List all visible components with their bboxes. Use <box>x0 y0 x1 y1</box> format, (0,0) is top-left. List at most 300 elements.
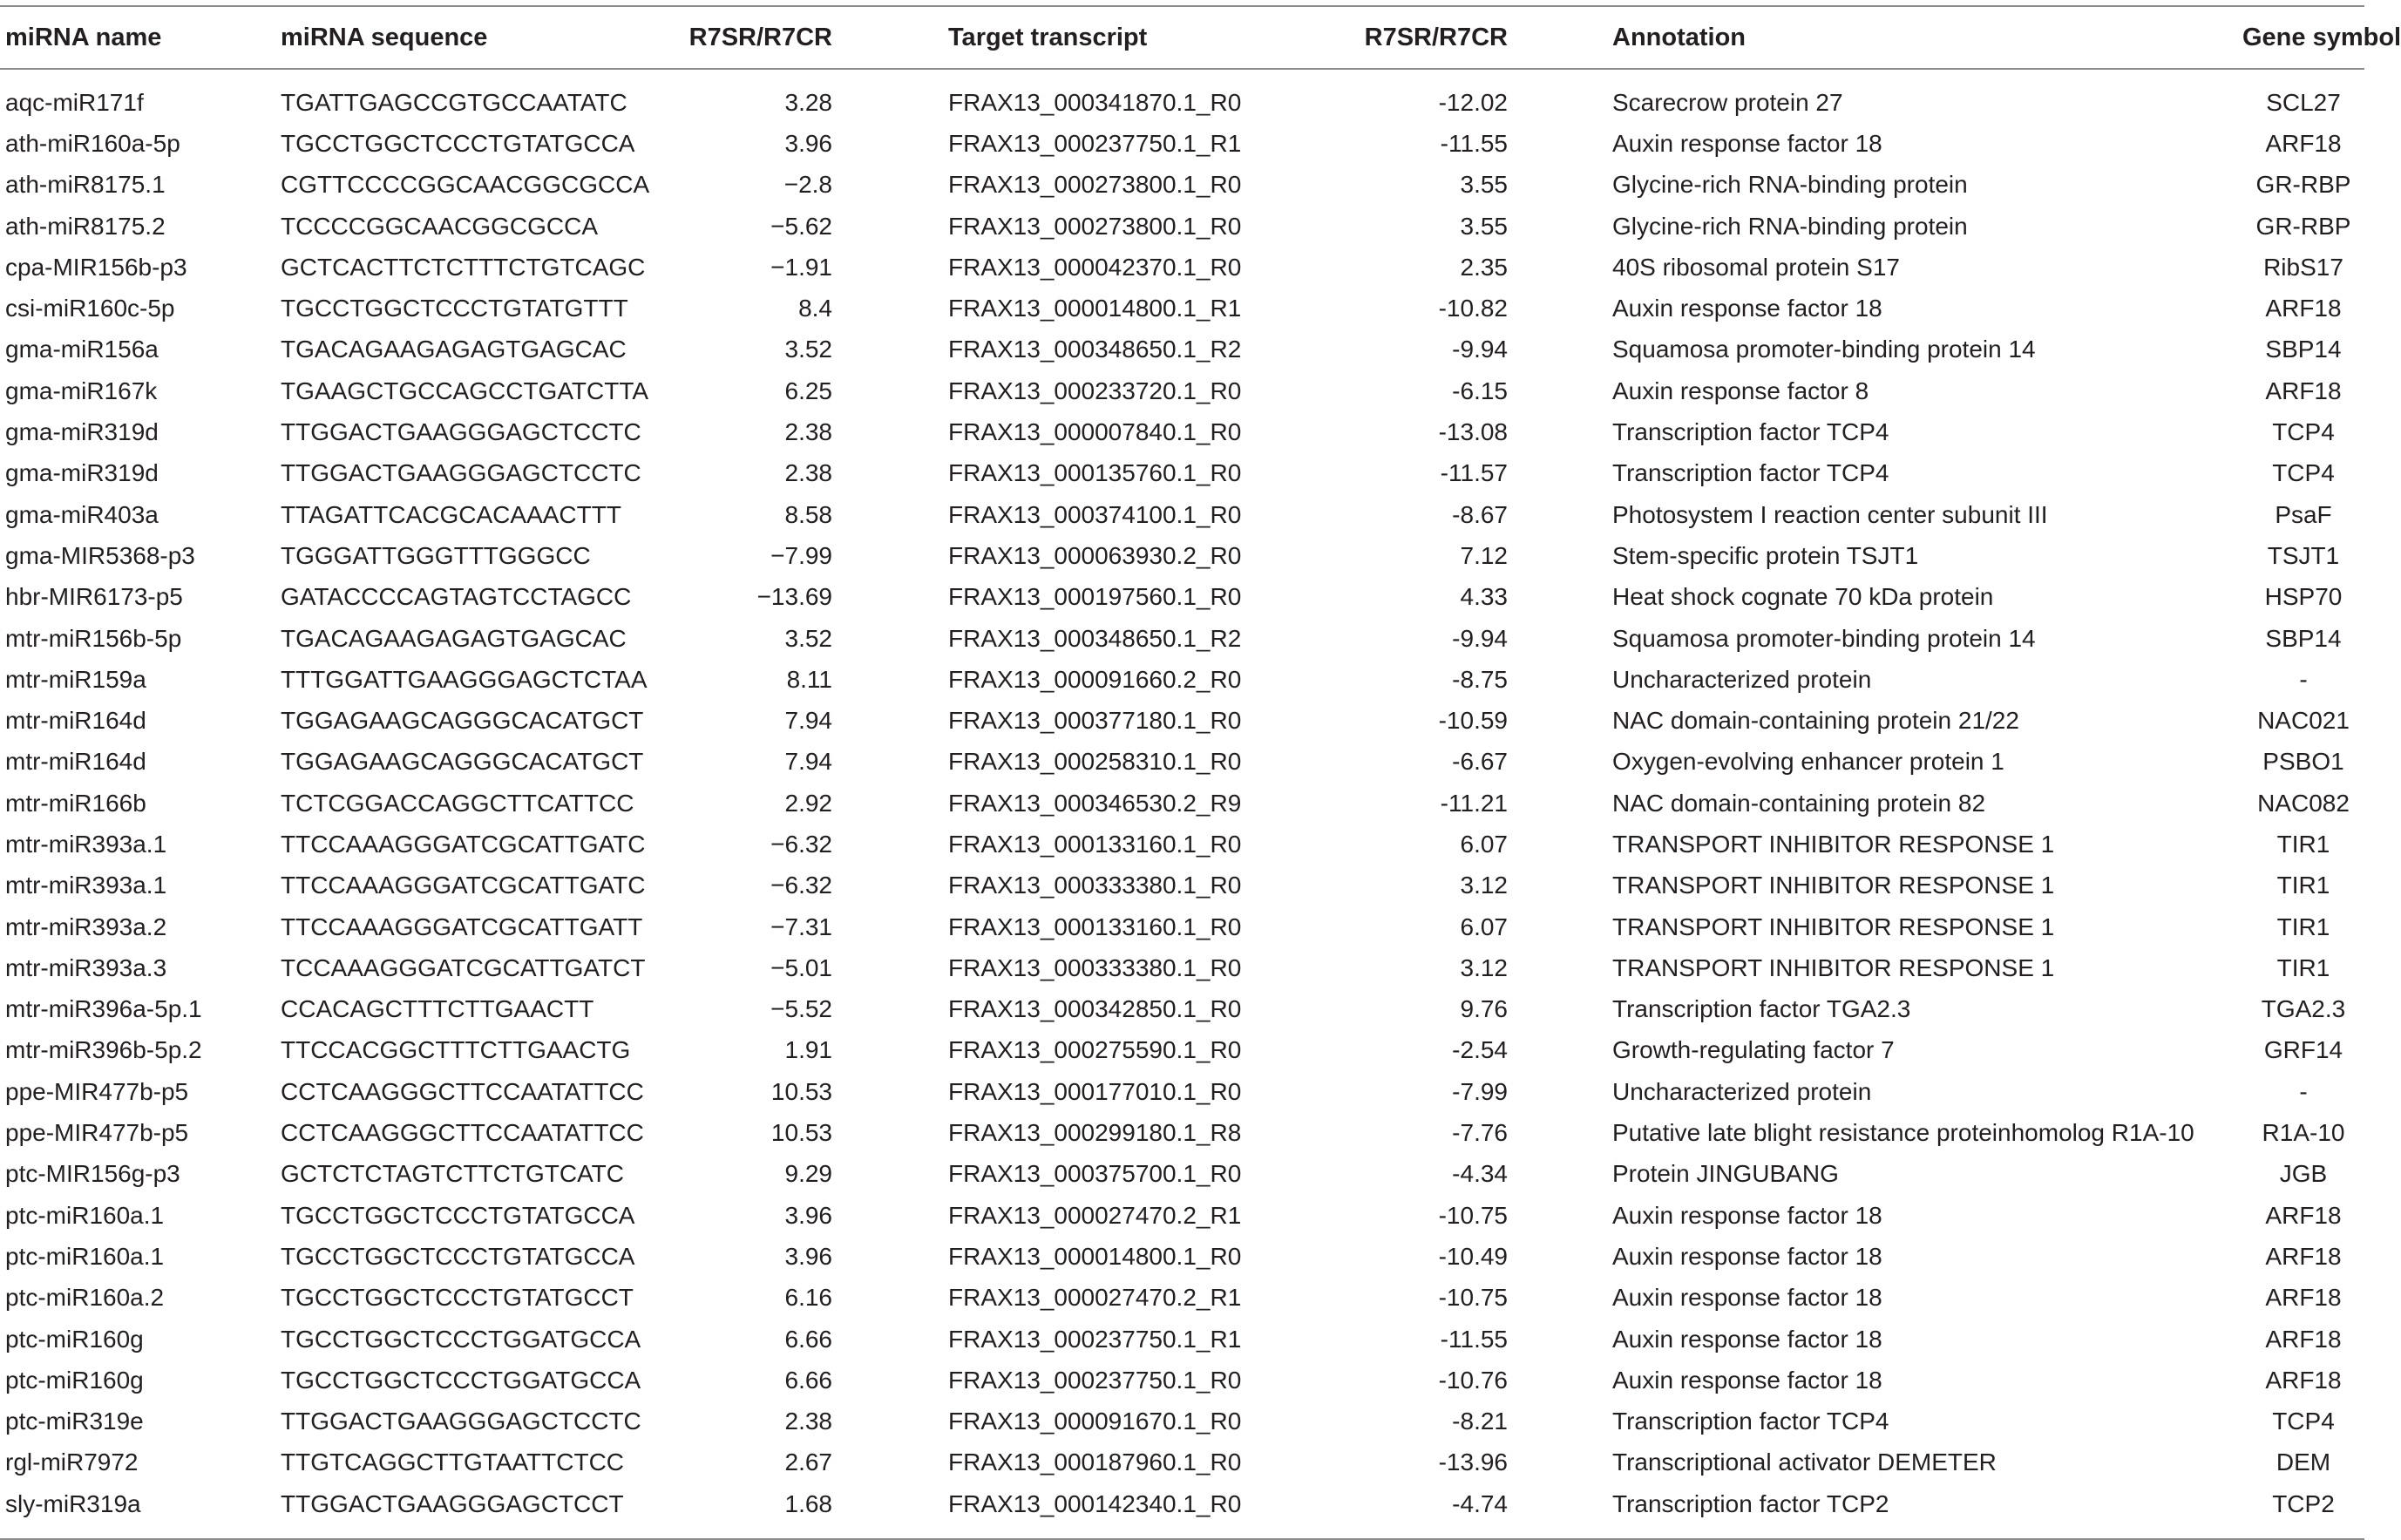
cell-target-transcript: FRAX13_000258310.1_R0 <box>948 748 1242 776</box>
cell-spacer <box>1508 535 1612 576</box>
cell-mirna-sequence: TGATTGAGCCGTGCCAATATC <box>281 88 627 116</box>
cell-mirna-sequence: TTGGACTGAAGGGAGCTCCT <box>281 1483 647 1539</box>
cell-spacer <box>1508 494 1612 535</box>
cell-gene-symbol: TIR1 <box>2276 912 2330 940</box>
cell-ratio-mirna: −6.32 <box>770 830 832 858</box>
table-row <box>0 370 2364 411</box>
cell-mirna-sequence: TTCCAAAGGGATCGCATTGATT <box>281 912 643 940</box>
cell-ratio-target: -6.67 <box>1452 748 1508 776</box>
cell-mirna-sequence: TCTCGGACCAGGCTTCATTCC <box>281 789 634 817</box>
cell-spacer <box>1508 1442 1612 1483</box>
cell-spacer <box>1508 206 1612 247</box>
cell-spacer <box>832 1030 948 1071</box>
cell-ratio-target: 3.55 <box>1460 212 1508 240</box>
cell-gene-symbol: TCP2 <box>2242 1483 2364 1539</box>
cell-spacer <box>1508 1236 1612 1277</box>
cell-target-transcript: FRAX13_000237750.1_R1 <box>948 129 1242 157</box>
cell-target-transcript: FRAX13_000273800.1_R0 <box>948 212 1242 240</box>
cell-mirna-sequence: CCTCAAGGGCTTCCAATATTCC <box>281 1077 644 1105</box>
cell-annotation: Protein JINGUBANG <box>1612 1160 1839 1188</box>
cell-mirna-sequence: CGTTCCCCGGCAACGGCGCCA <box>281 171 650 199</box>
cell-ratio-target: -10.75 <box>1438 1284 1508 1312</box>
cell-ratio-mirna: 8.4 <box>798 295 832 322</box>
cell-target-transcript: FRAX13_000275590.1_R0 <box>948 1036 1242 1064</box>
header-row <box>0 6 2364 69</box>
cell-target-transcript: FRAX13_000135760.1_R0 <box>948 459 1242 487</box>
table-row <box>0 865 2364 906</box>
cell-mirna-name: gma-miR156a <box>5 336 159 363</box>
cell-mirna-sequence: TTGGACTGAAGGGAGCTCCTC <box>281 418 641 446</box>
cell-annotation: Photosystem I reaction center subunit III <box>1612 500 2048 528</box>
cell-spacer <box>832 370 948 411</box>
cell-gene-symbol: PSBO1 <box>2262 748 2344 776</box>
cell-mirna-sequence: GATACCCCAGTAGTCCTAGCC <box>281 583 632 611</box>
cell-spacer <box>1508 659 1612 700</box>
cell-ratio-mirna: 2.38 <box>784 1408 832 1435</box>
cell-ratio-mirna: −13.69 <box>756 583 832 611</box>
cell-target-transcript: FRAX13_000333380.1_R0 <box>948 953 1242 981</box>
cell-gene-symbol: ARF18 <box>2265 1366 2342 1394</box>
cell-ratio-target: -13.08 <box>1438 418 1508 446</box>
table-row <box>0 1483 2364 1539</box>
cell-mirna-sequence: TTGGACTGAAGGGAGCTCCTC <box>281 459 641 487</box>
cell-gene-symbol: R1A-10 <box>2262 1119 2345 1147</box>
cell-spacer <box>1508 1154 1612 1195</box>
cell-spacer <box>832 1112 948 1153</box>
cell-spacer <box>1508 411 1612 452</box>
cell-target-transcript: FRAX13_000063930.2_R0 <box>948 541 1242 569</box>
cell-spacer <box>832 1442 948 1483</box>
cell-mirna-name: mtr-miR164d <box>5 748 146 776</box>
header-mirna-sequence: miRNA sequence <box>281 6 647 69</box>
cell-target-transcript: FRAX13_000377180.1_R0 <box>948 707 1242 735</box>
cell-gene-symbol: ARF18 <box>2265 1201 2342 1229</box>
header-annotation: Annotation <box>1612 6 2242 69</box>
cell-gene-symbol: - <box>2299 1077 2308 1105</box>
cell-annotation: Scarecrow protein 27 <box>1612 88 1843 116</box>
cell-annotation: Glycine-rich RNA-binding protein <box>1612 212 1968 240</box>
table-row <box>0 535 2364 576</box>
cell-spacer <box>1508 989 1612 1030</box>
cell-spacer <box>832 1483 948 1539</box>
header-ratio-target: R7SR/R7CR <box>1253 6 1508 69</box>
cell-annotation: Transcription factor TCP4 <box>1612 1408 1889 1435</box>
cell-spacer <box>1508 247 1612 288</box>
cell-annotation: Heat shock cognate 70 kDa protein <box>1612 583 1994 611</box>
header-spacer <box>1508 6 1612 69</box>
cell-mirna-name: aqc-miR171f <box>5 88 144 116</box>
cell-gene-symbol: DEM <box>2276 1448 2331 1476</box>
cell-annotation: Auxin response factor 18 <box>1612 1201 1882 1229</box>
cell-spacer <box>1508 947 1612 988</box>
cell-mirna-name: ptc-miR160a.1 <box>5 1242 165 1270</box>
cell-spacer <box>1508 288 1612 329</box>
cell-spacer <box>832 1195 948 1236</box>
cell-ratio-target: -11.55 <box>1440 1325 1508 1353</box>
table-row <box>0 700 2364 741</box>
table-row <box>0 1401 2364 1442</box>
cell-spacer <box>832 453 948 494</box>
cell-ratio-mirna: −5.62 <box>770 212 832 240</box>
table-row <box>0 659 2364 700</box>
table-row <box>0 165 2364 206</box>
cell-spacer <box>832 288 948 329</box>
cell-gene-symbol: GRF14 <box>2263 1036 2343 1064</box>
cell-mirna-name: ptc-miR160a.1 <box>5 1201 165 1229</box>
cell-annotation: Auxin response factor 18 <box>1612 1242 1882 1270</box>
cell-ratio-target: -4.34 <box>1452 1160 1508 1188</box>
cell-annotation: Auxin response factor 18 <box>1612 1366 1882 1394</box>
cell-mirna-name: mtr-miR393a.3 <box>5 953 167 981</box>
cell-annotation: Oxygen-evolving enhancer protein 1 <box>1612 748 2004 776</box>
cell-mirna-name: rgl-miR7972 <box>5 1448 139 1476</box>
table-body <box>0 69 2364 1539</box>
cell-gene-symbol: TIR1 <box>2276 953 2330 981</box>
table-row <box>0 1154 2364 1195</box>
cell-spacer <box>832 329 948 370</box>
cell-mirna-sequence: CCACAGCTTTCTTGAACTT <box>281 995 594 1023</box>
cell-spacer <box>832 906 948 947</box>
table-row <box>0 742 2364 783</box>
cell-gene-symbol: TIR1 <box>2276 830 2330 858</box>
cell-mirna-sequence: TCCCCGGCAACGGCGCCA <box>281 212 599 240</box>
cell-gene-symbol: ARF18 <box>2265 1284 2342 1312</box>
cell-target-transcript: FRAX13_000348650.1_R2 <box>948 624 1242 652</box>
cell-ratio-target: 3.55 <box>1460 171 1508 199</box>
cell-ratio-mirna: 2.92 <box>784 789 832 817</box>
cell-spacer <box>1508 1360 1612 1401</box>
cell-spacer <box>1508 453 1612 494</box>
cell-target-transcript: FRAX13_000014800.1_R0 <box>948 1242 1242 1270</box>
cell-mirna-sequence: TTCCAAAGGGATCGCATTGATC <box>281 830 646 858</box>
cell-ratio-target: -6.15 <box>1452 377 1508 404</box>
cell-target-transcript: FRAX13_000014800.1_R1 <box>948 295 1242 322</box>
cell-annotation: Auxin response factor 18 <box>1612 295 1882 322</box>
cell-ratio-mirna: 10.53 <box>770 1077 832 1105</box>
cell-spacer <box>832 247 948 288</box>
cell-annotation: Uncharacterized protein <box>1612 665 1872 693</box>
cell-annotation: Transcription factor TCP4 <box>1612 459 1889 487</box>
cell-ratio-mirna: 1.68 <box>647 1483 832 1539</box>
cell-spacer <box>832 206 948 247</box>
table-row <box>0 618 2364 659</box>
cell-mirna-sequence: GCTCTCTAGTCTTCTGTCATC <box>281 1160 625 1188</box>
cell-spacer <box>1508 329 1612 370</box>
cell-mirna-sequence: TTTGGATTGAAGGGAGCTCTAA <box>281 665 648 693</box>
cell-ratio-mirna: 6.66 <box>784 1325 832 1353</box>
cell-ratio-target: -7.76 <box>1452 1119 1508 1147</box>
table-row <box>0 783 2364 824</box>
cell-mirna-sequence: CCTCAAGGGCTTCCAATATTCC <box>281 1119 644 1147</box>
cell-spacer <box>832 494 948 535</box>
table-row <box>0 1442 2364 1483</box>
cell-target-transcript: FRAX13_000133160.1_R0 <box>948 830 1242 858</box>
cell-mirna-name: gma-miR319d <box>5 459 159 487</box>
cell-mirna-name: ptc-miR160g <box>5 1325 144 1353</box>
header-ratio-mirna: R7SR/R7CR <box>647 6 832 69</box>
cell-target-transcript: FRAX13_000342850.1_R0 <box>948 995 1242 1023</box>
table-row <box>0 1278 2364 1319</box>
cell-ratio-target: -8.67 <box>1452 500 1508 528</box>
cell-annotation: Auxin response factor 18 <box>1612 129 1882 157</box>
cell-mirna-name: ptc-miR160g <box>5 1366 144 1394</box>
cell-spacer <box>1508 1278 1612 1319</box>
cell-target-transcript: FRAX13_000091670.1_R0 <box>948 1408 1242 1435</box>
cell-spacer <box>832 1401 948 1442</box>
cell-gene-symbol: - <box>2299 665 2308 693</box>
cell-mirna-name: gma-miR167k <box>5 377 158 404</box>
cell-ratio-mirna: 3.96 <box>784 129 832 157</box>
cell-ratio-target: 3.12 <box>1460 872 1508 899</box>
cell-gene-symbol: RibS17 <box>2263 253 2343 281</box>
cell-mirna-name: gma-MIR5368-p3 <box>5 541 195 569</box>
cell-target-transcript: FRAX13_000142340.1_R0 <box>948 1483 1253 1539</box>
cell-mirna-sequence: TGCCTGGCTCCCTGTATGCCA <box>281 1201 635 1229</box>
table-row <box>0 1071 2364 1112</box>
cell-annotation: Auxin response factor 18 <box>1612 1325 1882 1353</box>
table-row <box>0 1112 2364 1153</box>
table-row <box>0 206 2364 247</box>
cell-spacer <box>832 824 948 865</box>
cell-spacer <box>832 1360 948 1401</box>
table-row <box>0 1195 2364 1236</box>
cell-target-transcript: FRAX13_000346530.2_R9 <box>948 789 1242 817</box>
cell-mirna-sequence: GCTCACTTCTCTTTCTGTCAGC <box>281 253 646 281</box>
cell-annotation: TRANSPORT INHIBITOR RESPONSE 1 <box>1612 953 2055 981</box>
header-gene-symbol: Gene symbol <box>2242 6 2364 69</box>
cell-gene-symbol: SCL27 <box>2266 88 2341 116</box>
table-row <box>0 1236 2364 1277</box>
cell-spacer <box>832 1278 948 1319</box>
cell-spacer <box>832 69 948 123</box>
cell-annotation: TRANSPORT INHIBITOR RESPONSE 1 <box>1612 830 2055 858</box>
cell-gene-symbol: TIR1 <box>2276 872 2330 899</box>
cell-ratio-mirna: 6.25 <box>784 377 832 404</box>
cell-mirna-sequence: TTCCAAAGGGATCGCATTGATC <box>281 872 646 899</box>
cell-spacer <box>832 165 948 206</box>
cell-annotation: 40S ribosomal protein S17 <box>1612 253 1900 281</box>
cell-spacer <box>1508 69 1612 123</box>
cell-ratio-target: -12.02 <box>1438 88 1508 116</box>
cell-spacer <box>832 1154 948 1195</box>
cell-gene-symbol: ARF18 <box>2265 1325 2342 1353</box>
cell-mirna-sequence: TGCCTGGCTCCCTGTATGCCA <box>281 1242 635 1270</box>
cell-target-transcript: FRAX13_000133160.1_R0 <box>948 912 1242 940</box>
cell-ratio-mirna: 7.94 <box>784 707 832 735</box>
cell-mirna-name: mtr-miR396b-5p.2 <box>5 1036 202 1064</box>
cell-annotation: Stem-specific protein TSJT1 <box>1612 541 1919 569</box>
cell-spacer <box>1508 865 1612 906</box>
cell-ratio-target: -2.54 <box>1452 1036 1508 1064</box>
cell-ratio-mirna: 10.53 <box>770 1119 832 1147</box>
cell-spacer <box>1508 1319 1612 1360</box>
cell-mirna-sequence: TGAAGCTGCCAGCCTGATCTTA <box>281 377 649 404</box>
table-row <box>0 1030 2364 1071</box>
cell-spacer <box>1508 577 1612 618</box>
header-target-transcript: Target transcript <box>948 6 1253 69</box>
cell-ratio-target: -9.94 <box>1452 624 1508 652</box>
cell-spacer <box>832 411 948 452</box>
cell-ratio-mirna: −1.91 <box>770 253 832 281</box>
cell-target-transcript: FRAX13_000341870.1_R0 <box>948 88 1242 116</box>
cell-mirna-sequence: TGCCTGGCTCCCTGGATGCCA <box>281 1325 641 1353</box>
cell-ratio-target: 9.76 <box>1460 995 1508 1023</box>
cell-mirna-name: ppe-MIR477b-p5 <box>5 1077 189 1105</box>
cell-annotation: Auxin response factor 8 <box>1612 377 1869 404</box>
cell-gene-symbol: ARF18 <box>2265 295 2342 322</box>
table-row <box>0 947 2364 988</box>
cell-spacer <box>1508 1483 1612 1539</box>
cell-annotation: Transcription factor TGA2.3 <box>1612 995 1911 1023</box>
cell-target-transcript: FRAX13_000299180.1_R8 <box>948 1119 1242 1147</box>
cell-mirna-name: cpa-MIR156b-p3 <box>5 253 187 281</box>
cell-mirna-sequence: TTGGACTGAAGGGAGCTCCTC <box>281 1408 641 1435</box>
cell-gene-symbol: TCP4 <box>2272 418 2335 446</box>
table-row <box>0 123 2364 164</box>
cell-ratio-target: 6.07 <box>1460 830 1508 858</box>
cell-ratio-mirna: −5.52 <box>770 995 832 1023</box>
cell-spacer <box>1508 742 1612 783</box>
cell-target-transcript: FRAX13_000333380.1_R0 <box>948 872 1242 899</box>
cell-ratio-target: -13.96 <box>1438 1448 1508 1476</box>
cell-gene-symbol: NAC082 <box>2257 789 2350 817</box>
table-row <box>0 494 2364 535</box>
cell-mirna-name: ath-miR8175.1 <box>5 171 166 199</box>
cell-ratio-mirna: 3.52 <box>784 624 832 652</box>
table-row <box>0 453 2364 494</box>
cell-annotation: Transcription factor TCP2 <box>1612 1483 2242 1539</box>
cell-target-transcript: FRAX13_000197560.1_R0 <box>948 583 1242 611</box>
cell-annotation: Glycine-rich RNA-binding protein <box>1612 171 1968 199</box>
cell-mirna-name: ptc-MIR156g-p3 <box>5 1160 180 1188</box>
cell-spacer <box>1508 618 1612 659</box>
cell-ratio-mirna: −5.01 <box>770 953 832 981</box>
cell-mirna-name: ppe-MIR477b-p5 <box>5 1119 189 1147</box>
cell-spacer <box>832 700 948 741</box>
cell-ratio-target: 4.33 <box>1460 583 1508 611</box>
cell-ratio-target: -10.59 <box>1438 707 1508 735</box>
cell-ratio-target: 7.12 <box>1460 541 1508 569</box>
table-row <box>0 1319 2364 1360</box>
cell-ratio-target: -11.21 <box>1440 789 1508 817</box>
cell-gene-symbol: ARF18 <box>2265 129 2342 157</box>
cell-ratio-mirna: 8.58 <box>784 500 832 528</box>
table-row <box>0 411 2364 452</box>
cell-target-transcript: FRAX13_000027470.2_R1 <box>948 1284 1242 1312</box>
cell-spacer <box>1508 123 1612 164</box>
cell-ratio-target: -10.76 <box>1438 1366 1508 1394</box>
cell-spacer <box>832 1236 948 1277</box>
cell-mirna-name: ath-miR8175.2 <box>5 212 166 240</box>
cell-annotation: Transcriptional activator DEMETER <box>1612 1448 1997 1476</box>
cell-mirna-name: gma-miR319d <box>5 418 159 446</box>
cell-mirna-name: sly-miR319a <box>0 1483 281 1539</box>
cell-ratio-target: -10.49 <box>1438 1242 1508 1270</box>
table-header <box>0 6 2401 69</box>
cell-gene-symbol: TCP4 <box>2272 1408 2335 1435</box>
cell-spacer <box>832 535 948 576</box>
cell-ratio-target: -7.99 <box>1452 1077 1508 1105</box>
cell-ratio-mirna: −2.8 <box>783 171 832 199</box>
cell-spacer <box>832 742 948 783</box>
cell-gene-symbol: NAC021 <box>2257 707 2350 735</box>
cell-target-transcript: FRAX13_000007840.1_R0 <box>948 418 1242 446</box>
cell-ratio-mirna: 3.28 <box>784 88 832 116</box>
cell-mirna-name: mtr-miR166b <box>5 789 146 817</box>
cell-ratio-mirna: 9.29 <box>784 1160 832 1188</box>
cell-spacer <box>832 1071 948 1112</box>
cell-ratio-mirna: 3.96 <box>784 1242 832 1270</box>
cell-mirna-sequence: TGGGATTGGGTTTGGGCC <box>281 541 591 569</box>
cell-ratio-mirna: 2.67 <box>784 1448 832 1476</box>
table-row <box>0 1360 2364 1401</box>
cell-annotation: Transcription factor TCP4 <box>1612 418 1889 446</box>
cell-ratio-mirna: 8.11 <box>786 665 832 693</box>
table-row <box>0 906 2364 947</box>
cell-mirna-sequence: TGCCTGGCTCCCTGTATGCCT <box>281 1284 634 1312</box>
cell-spacer <box>1508 165 1612 206</box>
cell-gene-symbol: ARF18 <box>2265 377 2342 404</box>
cell-ratio-target: -4.74 <box>1253 1483 1508 1539</box>
cell-mirna-name: mtr-miR393a.1 <box>5 830 167 858</box>
table-row <box>0 329 2364 370</box>
cell-ratio-target: 6.07 <box>1460 912 1508 940</box>
cell-annotation: Uncharacterized protein <box>1612 1077 1872 1105</box>
cell-ratio-mirna: 3.52 <box>784 336 832 363</box>
cell-spacer <box>1508 370 1612 411</box>
cell-spacer <box>1508 1401 1612 1442</box>
cell-spacer <box>832 783 948 824</box>
cell-spacer <box>832 618 948 659</box>
cell-spacer <box>832 947 948 988</box>
table-row <box>0 824 2364 865</box>
cell-mirna-name: ptc-miR160a.2 <box>5 1284 165 1312</box>
cell-mirna-sequence: TGCCTGGCTCCCTGGATGCCA <box>281 1366 641 1394</box>
cell-spacer <box>1508 1030 1612 1071</box>
cell-target-transcript: FRAX13_000091660.2_R0 <box>948 665 1242 693</box>
cell-annotation: Squamosa promoter-binding protein 14 <box>1612 336 2036 363</box>
cell-mirna-sequence: TTAGATTCACGCACAAACTTT <box>281 500 621 528</box>
cell-annotation: TRANSPORT INHIBITOR RESPONSE 1 <box>1612 872 2055 899</box>
table-row <box>0 247 2364 288</box>
cell-gene-symbol: SBP14 <box>2265 336 2342 363</box>
cell-target-transcript: FRAX13_000237750.1_R0 <box>948 1366 1242 1394</box>
cell-mirna-name: mtr-miR393a.2 <box>5 912 167 940</box>
cell-spacer <box>1508 783 1612 824</box>
cell-spacer <box>1508 1071 1612 1112</box>
cell-ratio-target: -10.82 <box>1438 295 1508 322</box>
cell-gene-symbol: TGA2.3 <box>2261 995 2346 1023</box>
cell-ratio-mirna: 6.66 <box>784 1366 832 1394</box>
cell-ratio-target: -11.55 <box>1440 129 1508 157</box>
cell-mirna-name: ath-miR160a-5p <box>5 129 180 157</box>
cell-target-transcript: FRAX13_000237750.1_R1 <box>948 1325 1242 1353</box>
cell-target-transcript: FRAX13_000042370.1_R0 <box>948 253 1242 281</box>
cell-spacer <box>832 989 948 1030</box>
cell-gene-symbol: SBP14 <box>2265 624 2342 652</box>
cell-target-transcript: FRAX13_000187960.1_R0 <box>948 1448 1242 1476</box>
cell-mirna-name: csi-miR160c-5p <box>5 295 175 322</box>
cell-spacer <box>1508 1195 1612 1236</box>
cell-ratio-mirna: −7.31 <box>770 912 832 940</box>
cell-ratio-mirna: 3.96 <box>784 1201 832 1229</box>
cell-mirna-name: mtr-miR164d <box>5 707 146 735</box>
cell-ratio-mirna: −7.99 <box>770 541 832 569</box>
cell-gene-symbol: TCP4 <box>2272 459 2335 487</box>
cell-gene-symbol: HSP70 <box>2264 583 2343 611</box>
cell-mirna-name: mtr-miR393a.1 <box>5 872 167 899</box>
cell-annotation: Putative late blight resistance proteinhomolog R1A-10 <box>1612 1119 2194 1147</box>
